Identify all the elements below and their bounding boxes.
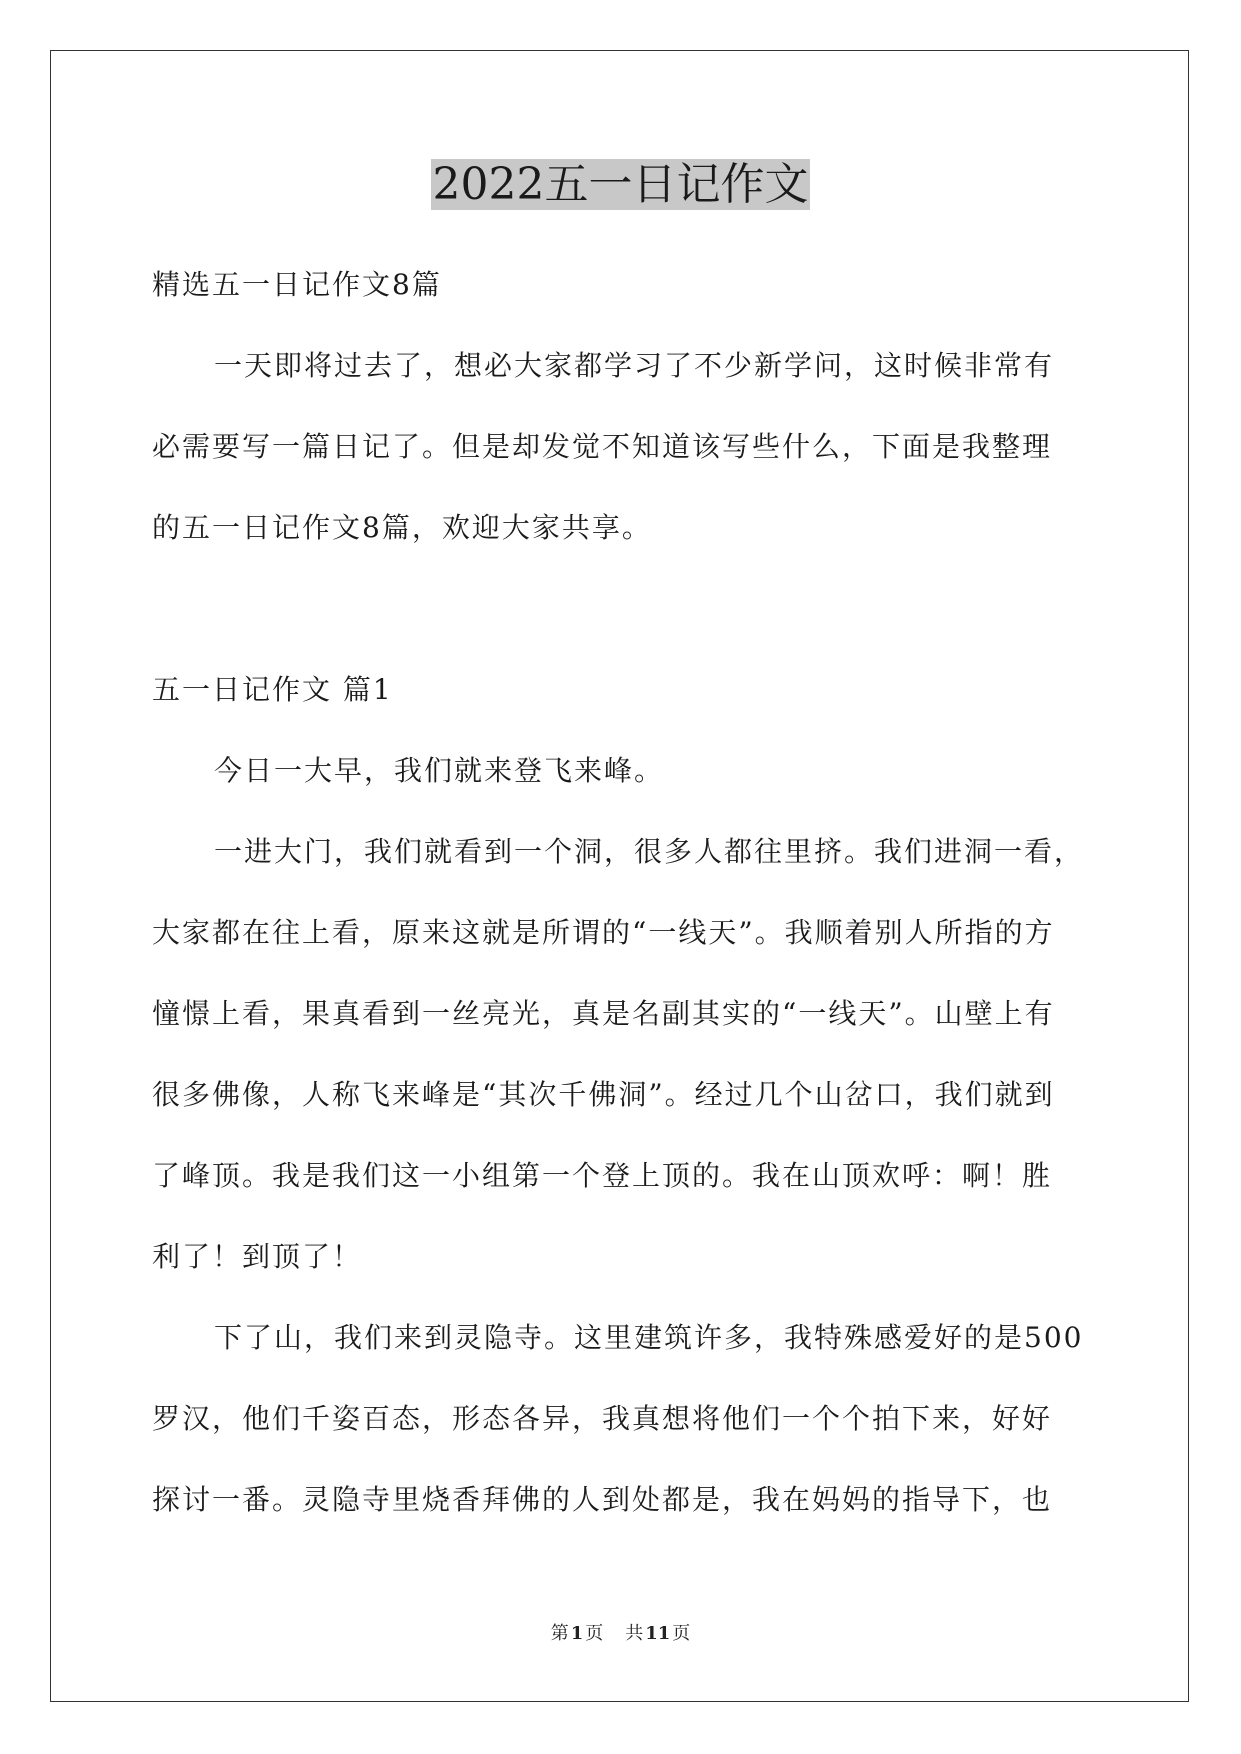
body-line: 很多佛像，人称飞来峰是“其次千佛洞”。经过几个山岔口，我们就到: [152, 1078, 1055, 1111]
intro-line: 的五一日记作文8篇，欢迎大家共享。: [152, 511, 652, 544]
intro-line: 必需要写一篇日记了。但是却发觉不知道该写些什么，下面是我整理: [152, 430, 1053, 463]
footer-total-suffix: 页: [672, 1623, 691, 1644]
body-line: 憧憬上看，果真看到一丝亮光，真是名副其实的“一线天”。山壁上有: [152, 997, 1055, 1030]
document-title-text: 2022五一日记作文: [432, 159, 809, 210]
body-text: [152, 751, 1092, 1561]
section-heading: 五一日记作文 篇1: [152, 673, 393, 706]
footer-page-prefix: 第: [550, 1623, 569, 1644]
document-body: [152, 265, 1092, 1561]
body-line: 今日一大早，我们就来登飞来峰。: [214, 754, 665, 787]
footer-page-suffix: 页: [585, 1623, 604, 1644]
page-footer: [0, 1622, 1241, 1646]
footer-total-pages: 11: [645, 1623, 671, 1644]
body-line: 一进大门，我们就看到一个洞，很多人都往里挤。我们进洞一看，: [214, 835, 1085, 868]
body-line: 探讨一番。灵隐寺里烧香拜佛的人到处都是，我在妈妈的指导下，也: [152, 1483, 1053, 1516]
paragraph-gap: [152, 589, 1092, 670]
body-line: 了峰顶。我是我们这一小组第一个登上顶的。我在山顶欢呼：啊！胜: [152, 1159, 1053, 1192]
document-subtitle: 精选五一日记作文8篇: [152, 268, 442, 301]
body-line: 利了！到顶了！: [152, 1240, 363, 1273]
body-line: 罗汉，他们千姿百态，形态各异，我真想将他们一个个拍下来，好好: [152, 1402, 1053, 1435]
body-line: 大家都在往上看，原来这就是所谓的“一线天”。我顺着别人所指的方: [152, 916, 1055, 949]
intro-line: 一天即将过去了，想必大家都学习了不少新学问，这时候非常有: [214, 349, 1055, 382]
body-line: 下了山，我们来到灵隐寺。这里建筑许多，我特殊感爱好的是500: [214, 1321, 1084, 1354]
footer-page-number: 1: [570, 1623, 584, 1644]
footer-total-prefix: 共: [625, 1623, 644, 1644]
document-title: [0, 155, 1241, 215]
